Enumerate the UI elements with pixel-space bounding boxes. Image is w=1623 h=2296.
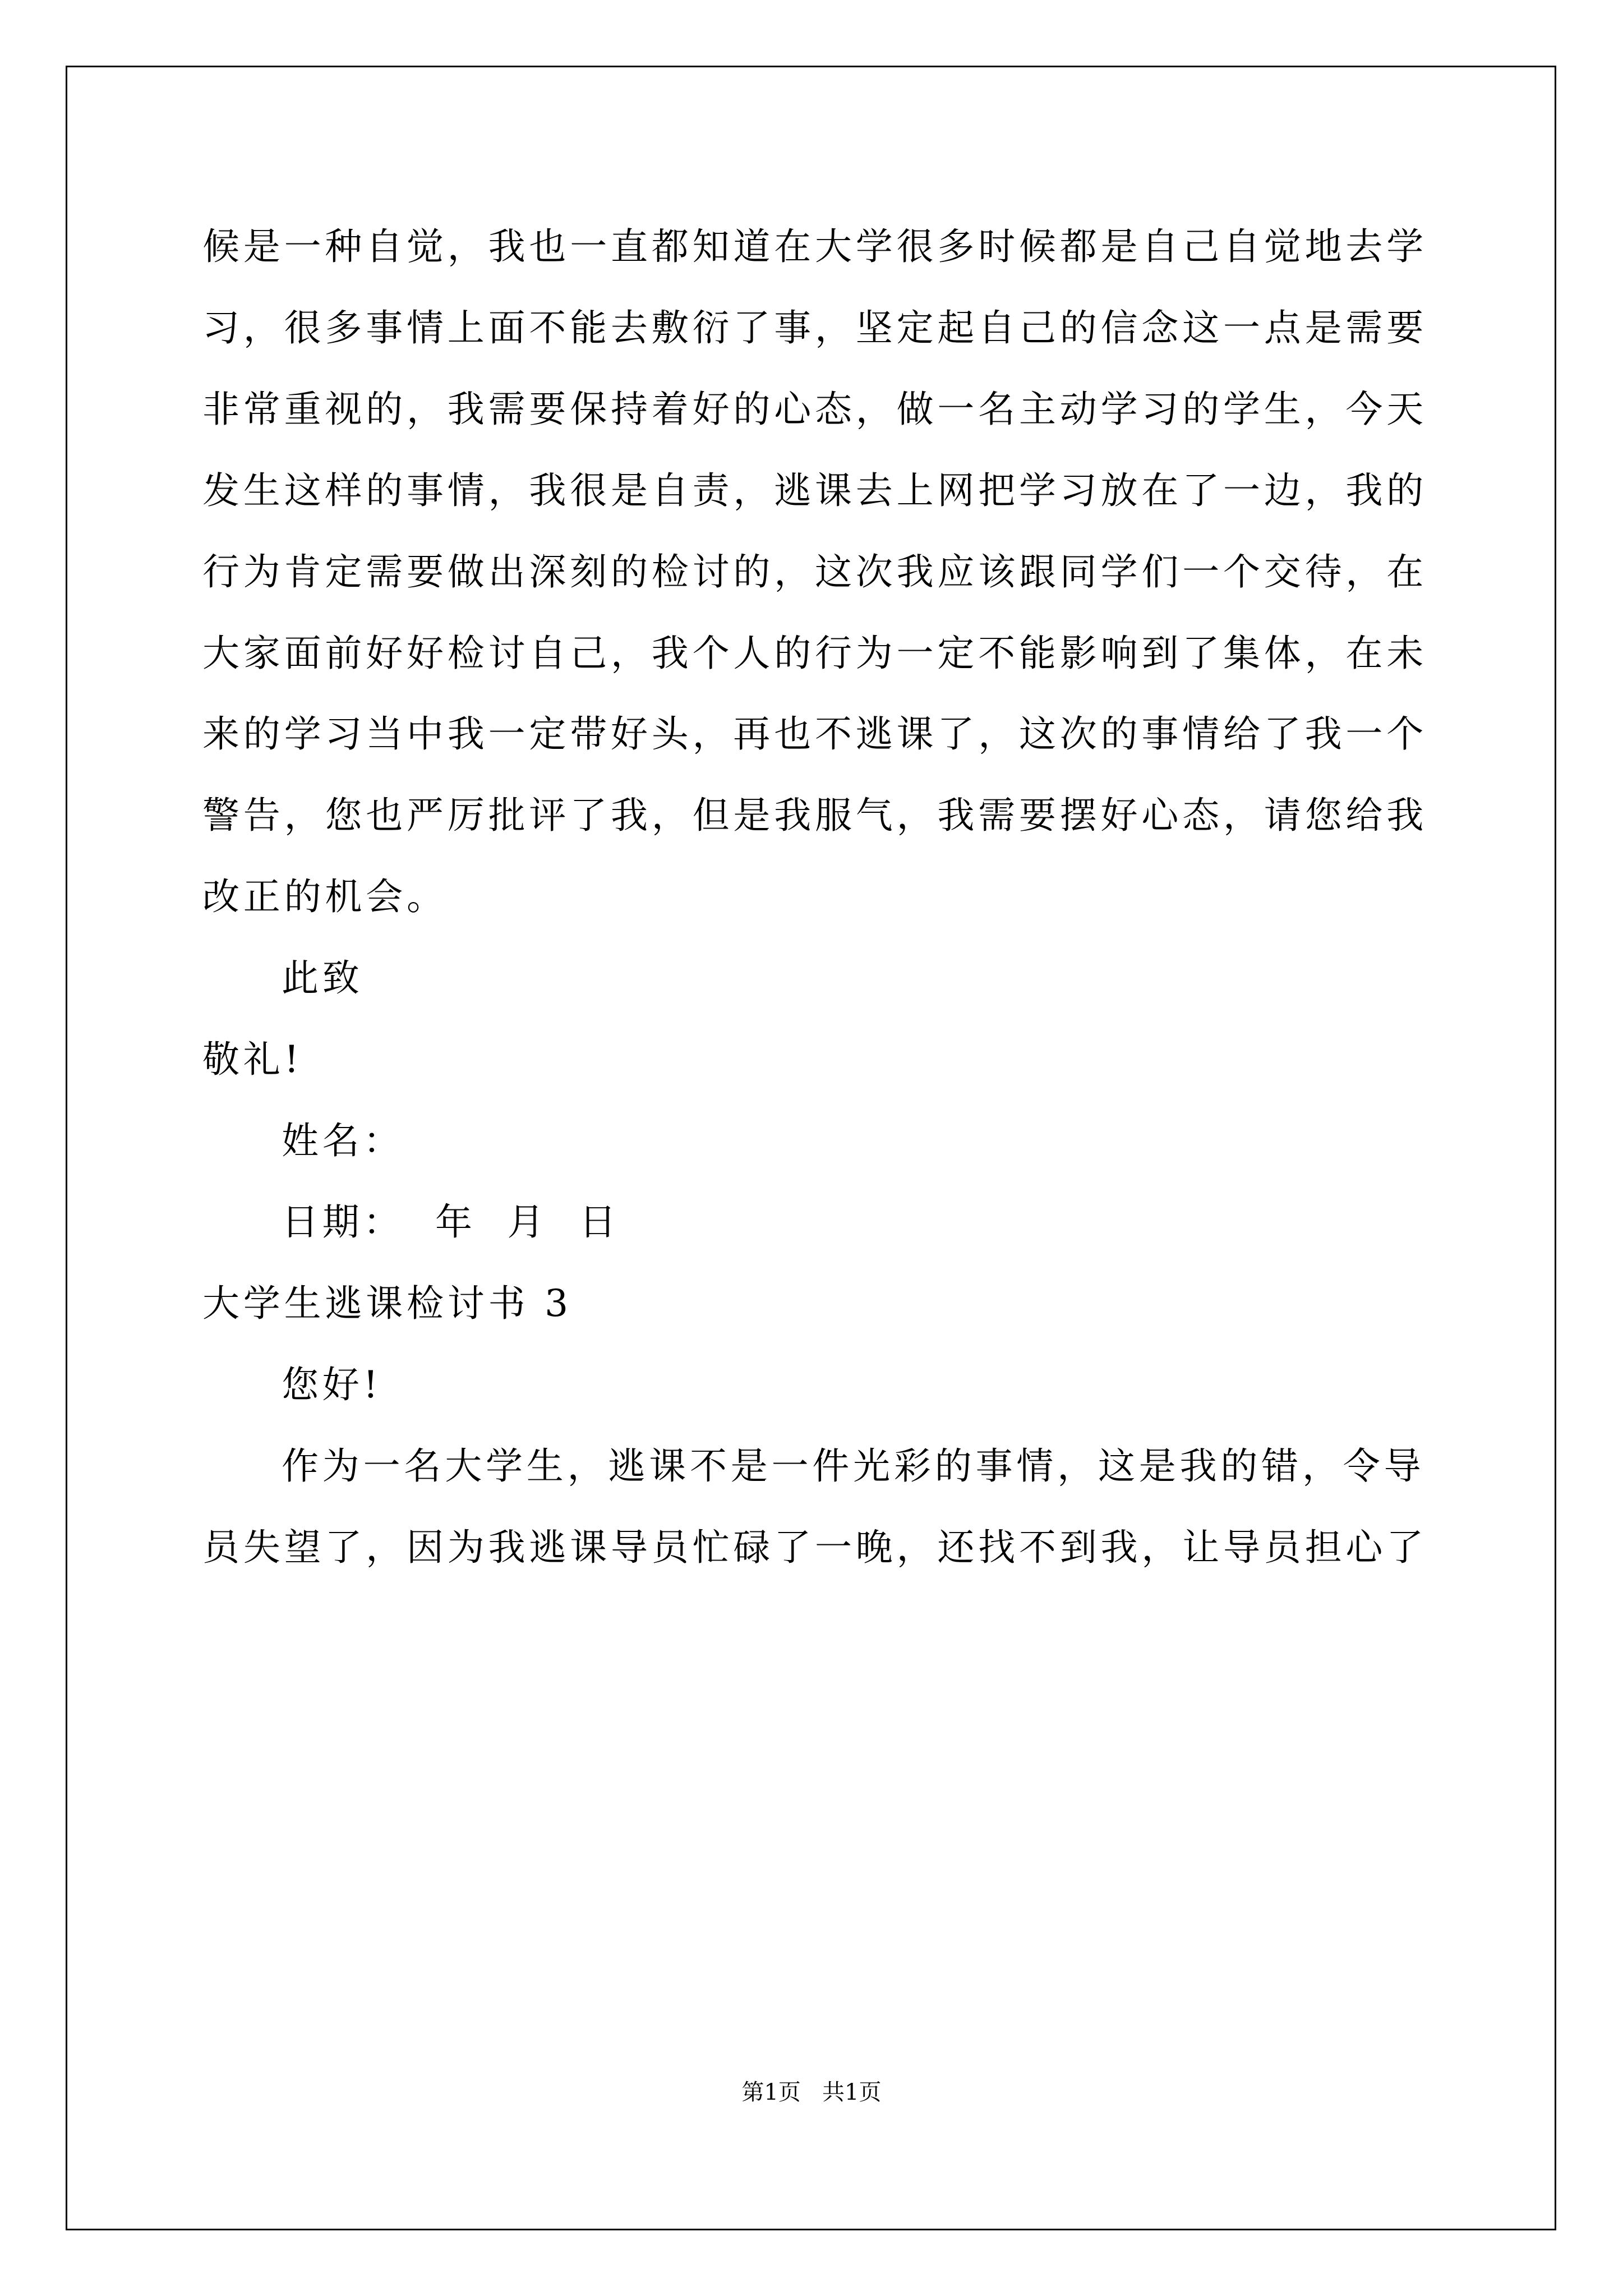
body-line: 非常重视的，我需要保持着好的心态，做一名主动学习的学生，今天 <box>202 388 1427 431</box>
section-title: 大学生逃课检讨书 3 <box>202 1282 572 1325</box>
body-line: 习，很多事情上面不能去敷衍了事，坚定起自己的信念这一点是需要 <box>202 306 1427 349</box>
page-number-footer: 第1页 共1页 <box>741 2079 882 2105</box>
body-line: 员失望了，因为我逃课导员忙碌了一晚，还找不到我，让导员担心了 <box>202 1526 1427 1569</box>
closing-regards: 敬礼! <box>202 1038 303 1081</box>
body-line: 发生这样的事情，我很是自责，逃课去上网把学习放在了一边，我的 <box>202 469 1427 512</box>
greeting: 您好! <box>282 1363 382 1406</box>
body-line: 改正的机会。 <box>202 875 448 918</box>
body-line: 候是一种自觉，我也一直都知道在大学很多时候都是自己自觉地去学 <box>202 225 1427 268</box>
body-line: 作为一名大学生，逃课不是一件光彩的事情，这是我的错，令导 <box>282 1444 1425 1488</box>
body-line: 警告，您也严厉批评了我，但是我服气，我需要摆好心态，请您给我 <box>202 794 1427 837</box>
name-label: 姓名： <box>282 1119 404 1162</box>
date-label: 日期： 年 月 日 <box>282 1200 620 1244</box>
closing-salutation: 此致 <box>282 956 363 1000</box>
body-line: 来的学习当中我一定带好头，再也不逃课了，这次的事情给了我一个 <box>202 712 1427 756</box>
body-line: 大家面前好好检讨自己，我个人的行为一定不能影响到了集体，在未 <box>202 632 1427 675</box>
body-line: 行为肯定需要做出深刻的检讨的，这次我应该跟同学们一个交待，在 <box>202 550 1427 593</box>
